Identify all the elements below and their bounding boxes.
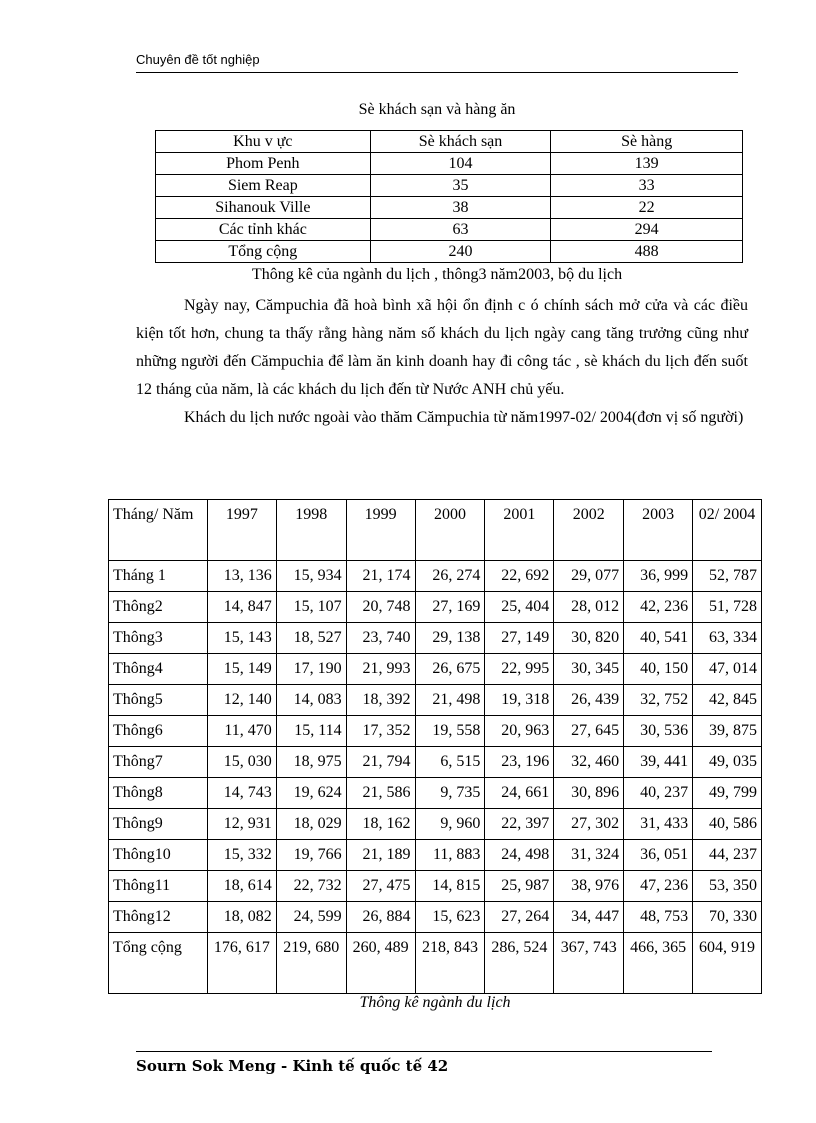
paragraph: Khách du lịch nước ngoài vào thăm Cămpuchia từ năm1997-02/ 2004(đơn vị số người)	[184, 409, 744, 426]
table-row	[109, 685, 762, 716]
table-row	[109, 778, 762, 809]
table-cell: 18, 527	[276, 623, 346, 654]
table-cell: 42, 845	[693, 685, 762, 716]
table-cell: 19, 624	[276, 778, 346, 809]
table-cell: 15, 934	[276, 561, 346, 592]
table-cell: 32, 752	[624, 685, 693, 716]
column-header: Sè khách sạn	[370, 131, 551, 153]
table-cell: 21, 586	[346, 778, 415, 809]
table-cell: 29, 138	[415, 623, 485, 654]
table-cell: 63, 334	[693, 623, 762, 654]
column-header: Tháng/ Năm	[109, 500, 208, 561]
table-cell: 17, 352	[346, 716, 415, 747]
table-cell: 14, 815	[415, 871, 485, 902]
table-cell: 30, 820	[554, 623, 624, 654]
table-cell: 39, 441	[624, 747, 693, 778]
table-cell: 27, 475	[346, 871, 415, 902]
table-cell: 11, 883	[415, 840, 485, 871]
header-text: Chuyên đề tốt nghiệp	[136, 52, 260, 67]
table-cell: 21, 498	[415, 685, 485, 716]
table-cell: Thông2	[109, 592, 208, 623]
table-cell: 27, 645	[554, 716, 624, 747]
table-cell: 12, 931	[207, 809, 276, 840]
table-cell: Thông8	[109, 778, 208, 809]
table-cell: Siem Reap	[156, 175, 371, 197]
column-header: 1998	[276, 500, 346, 561]
table-cell: 42, 236	[624, 592, 693, 623]
table-total-row	[109, 933, 762, 994]
table-cell: 176, 617	[207, 933, 276, 994]
table-cell: 15, 030	[207, 747, 276, 778]
table-cell: 22, 995	[485, 654, 554, 685]
table-cell: 30, 536	[624, 716, 693, 747]
table-cell: 604, 919	[693, 933, 762, 994]
table-cell: 15, 143	[207, 623, 276, 654]
table-cell: Phom Penh	[156, 153, 371, 175]
table-cell: 14, 083	[276, 685, 346, 716]
table-cell: 34, 447	[554, 902, 624, 933]
table-cell: 28, 012	[554, 592, 624, 623]
table-cell: 47, 236	[624, 871, 693, 902]
column-header: 2001	[485, 500, 554, 561]
table-cell: 20, 748	[346, 592, 415, 623]
table-cell: Các tỉnh khác	[156, 219, 371, 241]
table-row	[156, 153, 743, 175]
table-cell: 488	[551, 241, 743, 263]
table-cell: 25, 404	[485, 592, 554, 623]
table-cell: 51, 728	[693, 592, 762, 623]
table-cell: 40, 237	[624, 778, 693, 809]
table-cell: 22, 692	[485, 561, 554, 592]
table-cell: 40, 586	[693, 809, 762, 840]
table-cell: 40, 541	[624, 623, 693, 654]
table-row	[156, 219, 743, 241]
table-cell: Thông4	[109, 654, 208, 685]
table-cell: 18, 029	[276, 809, 346, 840]
table-cell: 29, 077	[554, 561, 624, 592]
table-header-row	[109, 500, 762, 561]
table-cell: 286, 524	[485, 933, 554, 994]
table-cell: 30, 345	[554, 654, 624, 685]
table-cell: 18, 392	[346, 685, 415, 716]
table-cell: Thông11	[109, 871, 208, 902]
table-cell: 21, 794	[346, 747, 415, 778]
table-cell: 466, 365	[624, 933, 693, 994]
table-cell: Thông7	[109, 747, 208, 778]
table-cell: 35	[370, 175, 551, 197]
table-row	[109, 809, 762, 840]
table-cell: 240	[370, 241, 551, 263]
table-cell: 24, 498	[485, 840, 554, 871]
table-cell: 27, 302	[554, 809, 624, 840]
table-row	[156, 241, 743, 263]
table-cell: Thông3	[109, 623, 208, 654]
table-cell: 27, 169	[415, 592, 485, 623]
table-cell: 18, 975	[276, 747, 346, 778]
table-cell: 13, 136	[207, 561, 276, 592]
table-cell: 49, 799	[693, 778, 762, 809]
table-cell: 38, 976	[554, 871, 624, 902]
table-cell: 20, 963	[485, 716, 554, 747]
page-footer: Sourn Sok Meng - Kinh tế quốc tế 42	[136, 1057, 449, 1075]
table-cell: 19, 558	[415, 716, 485, 747]
table-cell: Tháng 1	[109, 561, 208, 592]
table-cell: 23, 740	[346, 623, 415, 654]
column-header: Khu v ực	[156, 131, 371, 153]
table-cell: 15, 623	[415, 902, 485, 933]
table-cell: 15, 114	[276, 716, 346, 747]
table-row	[109, 592, 762, 623]
hotel-restaurant-table	[155, 130, 743, 263]
table-cell: 22, 397	[485, 809, 554, 840]
table-cell: 9, 960	[415, 809, 485, 840]
table-cell: 17, 190	[276, 654, 346, 685]
table-cell: Thông6	[109, 716, 208, 747]
table-row	[109, 840, 762, 871]
table-cell: 52, 787	[693, 561, 762, 592]
table-cell: 48, 753	[624, 902, 693, 933]
table-cell: 21, 993	[346, 654, 415, 685]
table-cell: 15, 107	[276, 592, 346, 623]
table-cell: 39, 875	[693, 716, 762, 747]
column-header: 2002	[554, 500, 624, 561]
table-cell: 9, 735	[415, 778, 485, 809]
table-cell: 53, 350	[693, 871, 762, 902]
table-cell: Sihanouk Ville	[156, 197, 371, 219]
table-cell: 21, 189	[346, 840, 415, 871]
column-header: 2003	[624, 500, 693, 561]
table-cell: 14, 743	[207, 778, 276, 809]
table-cell: 40, 150	[624, 654, 693, 685]
table-cell: 31, 433	[624, 809, 693, 840]
table-cell: 6, 515	[415, 747, 485, 778]
tourist-arrivals-table	[108, 499, 762, 994]
table-cell: 19, 766	[276, 840, 346, 871]
table-cell: 27, 149	[485, 623, 554, 654]
table-cell: 70, 330	[693, 902, 762, 933]
paragraph: Ngày nay, Cămpuchia đã hoà bình xã hội ổn định c ó chính sách mở cửa và các điều kiện tốt hơn, chung ta thấy rằng hàng năm số khách du lịch ngày cang tăng trưởng cũng như những người đến Cămpuchia để làm ăn kinh doanh hay đi công tác , sè khách du lịch đến suốt 12 tháng của năm, là các khách du lịch đến từ Nước ANH chủ yếu.	[136, 297, 748, 398]
table-cell: 21, 174	[346, 561, 415, 592]
table-cell: 19, 318	[485, 685, 554, 716]
table-cell: 24, 661	[485, 778, 554, 809]
table-cell: 44, 237	[693, 840, 762, 871]
table-cell: 15, 332	[207, 840, 276, 871]
table-cell: 49, 035	[693, 747, 762, 778]
table-cell: 26, 439	[554, 685, 624, 716]
page-header	[136, 52, 738, 73]
column-header: 2000	[415, 500, 485, 561]
table-cell: 260, 489	[346, 933, 415, 994]
table-row	[109, 716, 762, 747]
table-cell: 47, 014	[693, 654, 762, 685]
table-cell: 26, 884	[346, 902, 415, 933]
table-cell: 63	[370, 219, 551, 241]
table-row	[109, 902, 762, 933]
table-row	[156, 175, 743, 197]
table-cell: 14, 847	[207, 592, 276, 623]
table-header-row	[156, 131, 743, 153]
table-cell: 27, 264	[485, 902, 554, 933]
table-cell: 18, 614	[207, 871, 276, 902]
table-row	[109, 561, 762, 592]
table-cell: 219, 680	[276, 933, 346, 994]
table-cell: 24, 599	[276, 902, 346, 933]
table-cell: 15, 149	[207, 654, 276, 685]
table-cell: 36, 051	[624, 840, 693, 871]
table-cell: 11, 470	[207, 716, 276, 747]
table-cell: 25, 987	[485, 871, 554, 902]
table-cell: Tổng cộng	[156, 241, 371, 263]
table-row	[156, 197, 743, 219]
table-cell: 23, 196	[485, 747, 554, 778]
table-cell: 31, 324	[554, 840, 624, 871]
table-cell: 367, 743	[554, 933, 624, 994]
table2-caption: Thông kê ngành du lịch	[359, 994, 511, 1011]
table-row	[109, 623, 762, 654]
table-cell: 26, 675	[415, 654, 485, 685]
body-text	[136, 292, 748, 432]
table-cell: Thông10	[109, 840, 208, 871]
table-cell: 30, 896	[554, 778, 624, 809]
table-cell: Thông9	[109, 809, 208, 840]
table1-caption: Thông kê của ngành du lịch , thông3 năm2003, bộ du lịch	[251, 266, 623, 283]
table-cell: Thông12	[109, 902, 208, 933]
table1-title: Sè khách sạn và hàng ăn	[358, 101, 516, 118]
footer-divider	[136, 1051, 712, 1052]
table-cell: 18, 082	[207, 902, 276, 933]
table-cell: 139	[551, 153, 743, 175]
table-row	[109, 747, 762, 778]
table-cell: 104	[370, 153, 551, 175]
table-cell: 36, 999	[624, 561, 693, 592]
table-cell: 33	[551, 175, 743, 197]
table-cell: Tổng cộng	[109, 933, 208, 994]
table-cell: 26, 274	[415, 561, 485, 592]
column-header: Sè hàng	[551, 131, 743, 153]
column-header: 1999	[346, 500, 415, 561]
column-header: 02/ 2004	[693, 500, 762, 561]
table-cell: 12, 140	[207, 685, 276, 716]
table-cell: Thông5	[109, 685, 208, 716]
table-cell: 18, 162	[346, 809, 415, 840]
table-cell: 218, 843	[415, 933, 485, 994]
table-cell: 32, 460	[554, 747, 624, 778]
table-cell: 22, 732	[276, 871, 346, 902]
table-cell: 294	[551, 219, 743, 241]
table-cell: 38	[370, 197, 551, 219]
table-cell: 22	[551, 197, 743, 219]
column-header: 1997	[207, 500, 276, 561]
table-row	[109, 871, 762, 902]
table-row	[109, 654, 762, 685]
